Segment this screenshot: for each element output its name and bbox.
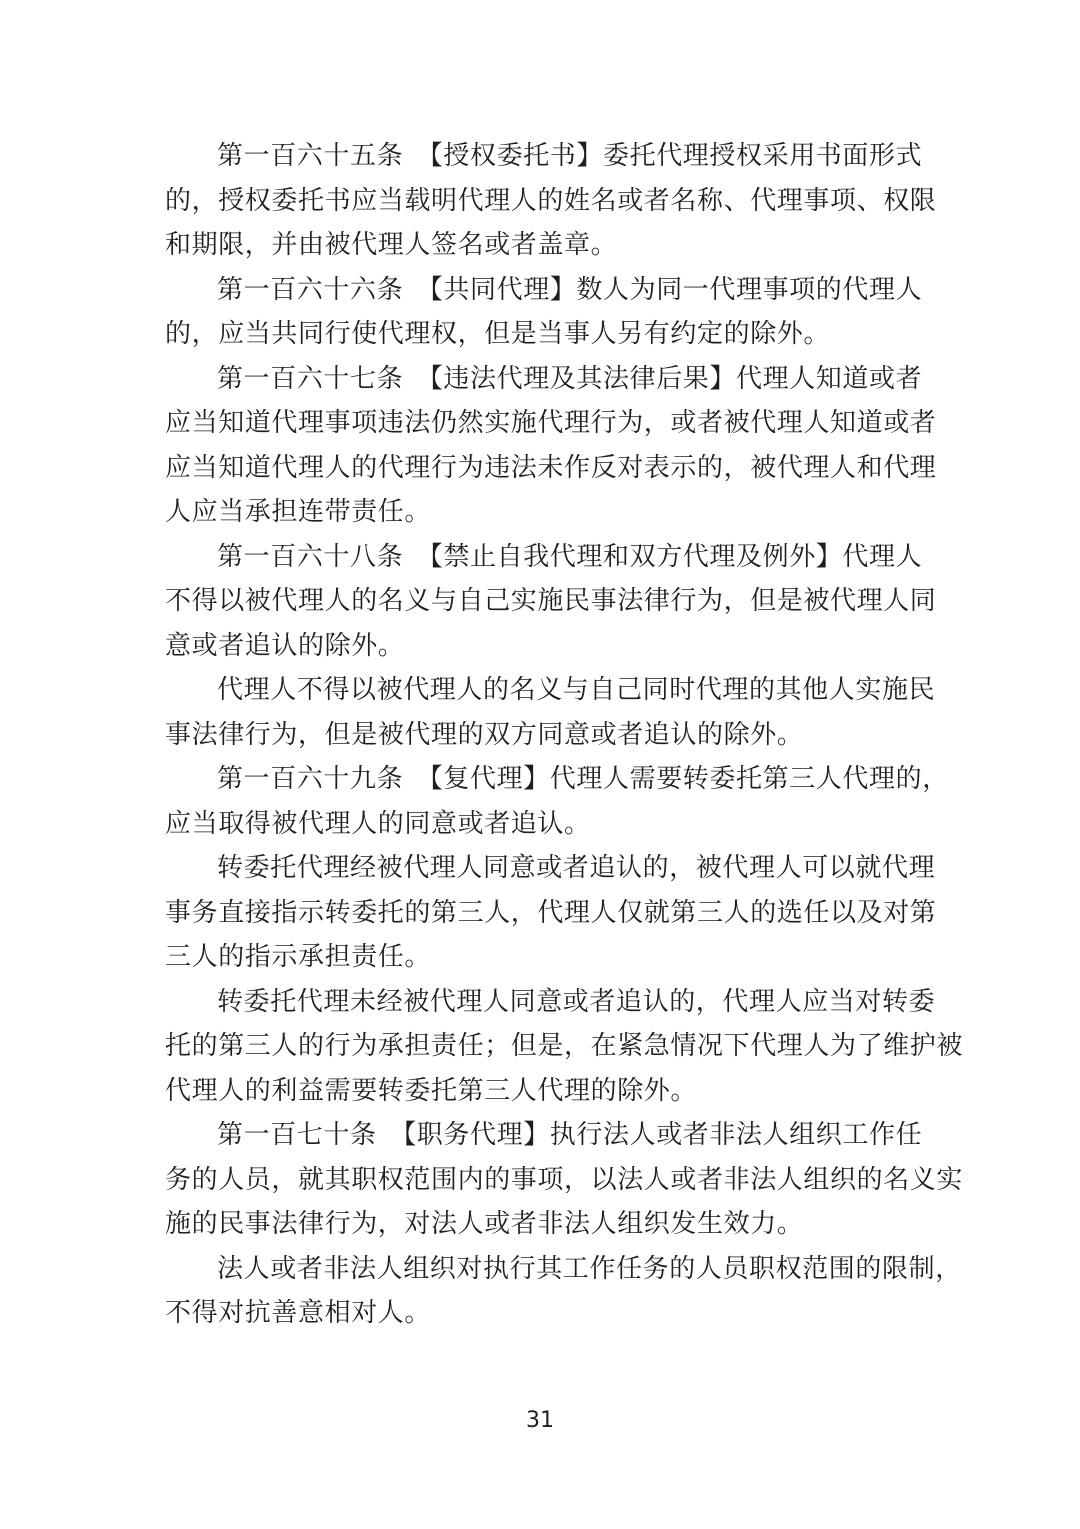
article-170-line-1: 第一百七十条 【职务代理】执行法人或者非法人组织工作任 xyxy=(217,1120,923,1150)
article-166-line-2: 的，应当共同行使代理权，但是当事人另有约定的除外。 xyxy=(165,319,831,349)
article-170-line-3: 施的民事法律行为，对法人或者非法人组织发生效力。 xyxy=(165,1209,804,1239)
article-168-paragraph-2-line-2: 事法律行为，但是被代理的双方同意或者追认的除外。 xyxy=(165,719,804,750)
article-170-paragraph-2-line-1: 法人或者非法人组织对执行其工作任务的人员职权范围的限制， xyxy=(217,1253,962,1284)
article-167-line-2: 应当知道代理事项违法仍然实施代理行为，或者被代理人知道或者 xyxy=(165,408,937,438)
article-167-line-1: 第一百六十七条 【违法代理及其法律后果】代理人知道或者 xyxy=(217,363,923,394)
page-number: 31 xyxy=(526,1408,554,1433)
document-body xyxy=(165,134,964,1336)
article-165-line-2: 的，授权委托书应当载明代理人的姓名或者名称、代理事项、权限 xyxy=(165,185,937,216)
article-167-line-4: 人应当承担连带责任。 xyxy=(165,497,432,527)
article-168-line-1: 第一百六十八条 【禁止自我代理和双方代理及例外】代理人 xyxy=(217,541,923,572)
article-165-line-1: 第一百六十五条 【授权委托书】委托代理授权采用书面形式 xyxy=(217,141,923,171)
article-168-line-3: 意或者追认的除外。 xyxy=(165,630,405,661)
article-169-paragraph-2-line-2: 事务直接指示转委托的第三人，代理人仅就第三人的选任以及对第 xyxy=(165,897,937,928)
article-169-paragraph-3-line-1: 转委托代理未经被代理人同意或者追认的，代理人应当对转委 xyxy=(217,986,936,1017)
article-168-paragraph-2-line-1: 代理人不得以被代理人的名义与自己同时代理的其他人实施民 xyxy=(217,675,936,705)
article-167-line-3: 应当知道代理人的代理行为违法未作反对表示的，被代理人和代理 xyxy=(165,452,937,483)
article-169-line-2: 应当取得被代理人的同意或者追认。 xyxy=(165,808,591,839)
article-165-line-3: 和期限，并由被代理人签名或者盖章。 xyxy=(165,230,618,260)
article-169-line-1: 第一百六十九条 【复代理】代理人需要转委托第三人代理的， xyxy=(217,764,949,794)
article-169-paragraph-3-line-3: 代理人的利益需要转委托第三人代理的除外。 xyxy=(165,1075,698,1106)
article-168-line-2: 不得以被代理人的名义与自己实施民事法律行为，但是被代理人同 xyxy=(165,586,937,616)
article-166-line-1: 第一百六十六条 【共同代理】数人为同一代理事项的代理人 xyxy=(217,274,923,305)
article-170-line-2: 务的人员，就其职权范围内的事项，以法人或者非法人组织的名义实 xyxy=(165,1164,964,1195)
article-169-paragraph-3-line-2: 托的第三人的行为承担责任；但是，在紧急情况下代理人为了维护被 xyxy=(165,1031,964,1061)
article-169-paragraph-2-line-1: 转委托代理经被代理人同意或者追认的，被代理人可以就代理 xyxy=(217,853,936,883)
article-170-paragraph-2-line-2: 不得对抗善意相对人。 xyxy=(165,1298,432,1328)
article-169-paragraph-2-line-3: 三人的指示承担责任。 xyxy=(165,942,432,972)
